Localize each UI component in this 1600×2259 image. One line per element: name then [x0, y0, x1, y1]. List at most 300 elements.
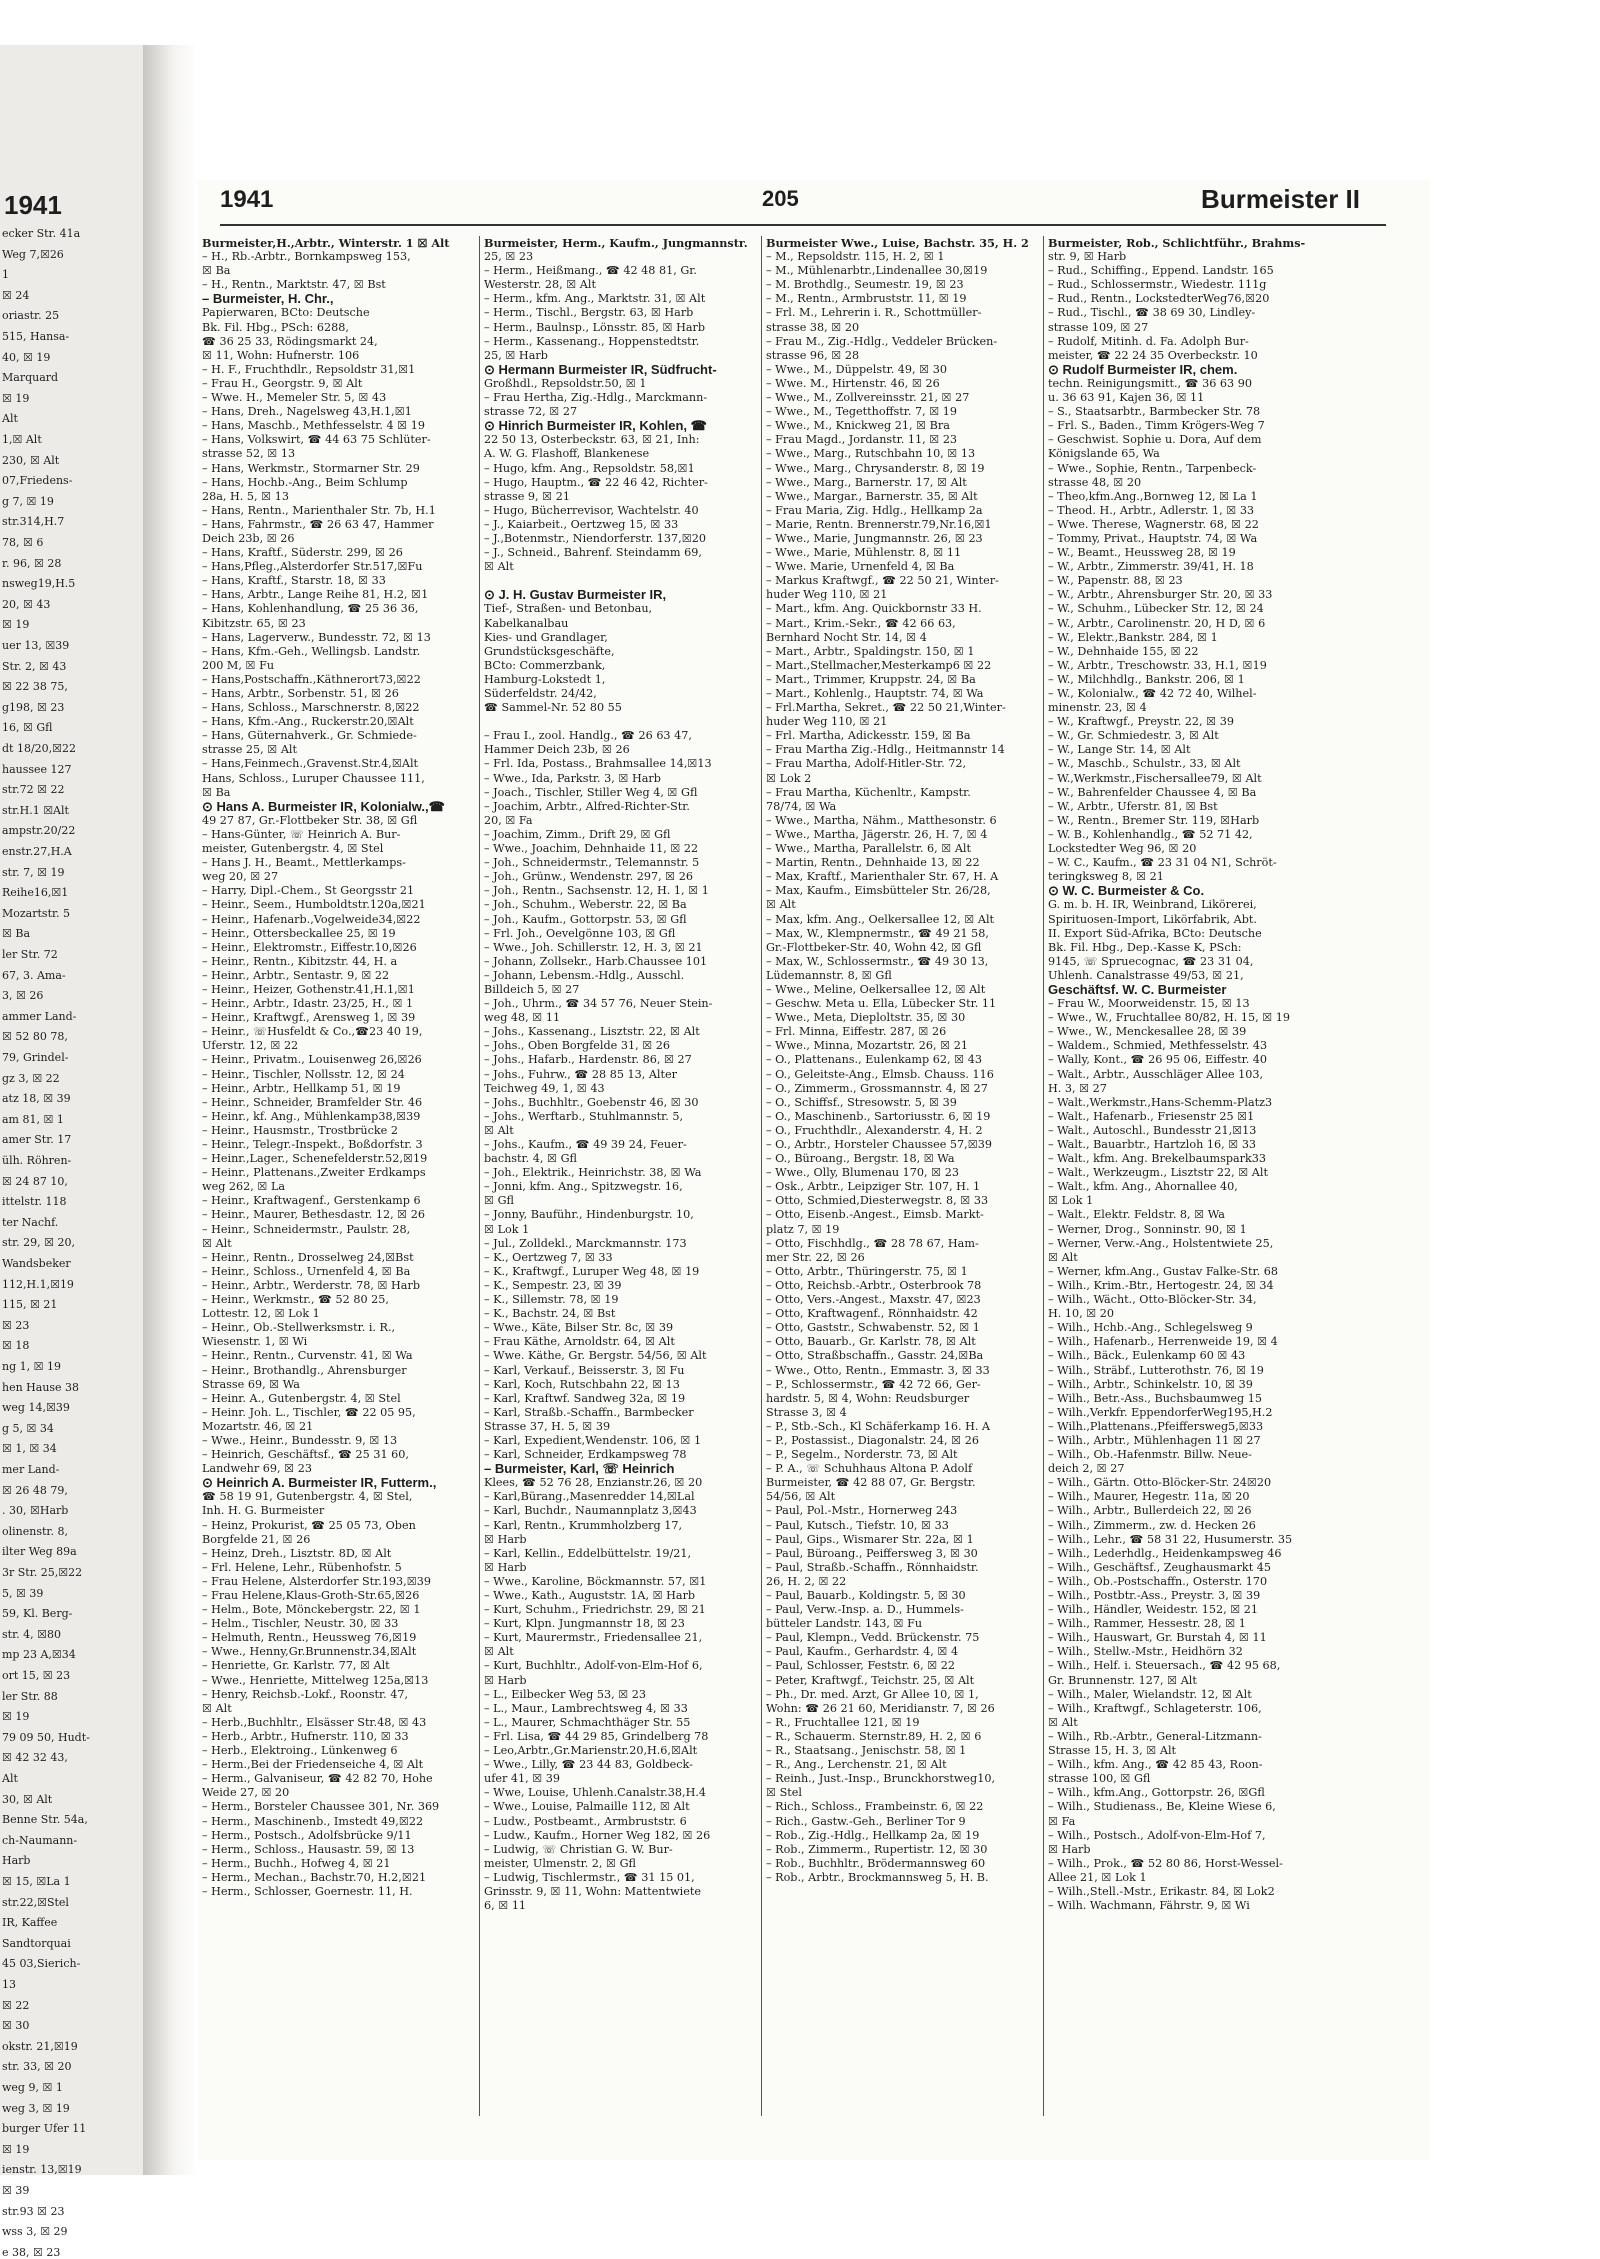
- directory-entry: – Hans J. H., Beamt., Mettlerkamps-: [202, 856, 406, 870]
- directory-entry: Allee 21, ☒ Lok 1: [1048, 1870, 1147, 1884]
- directory-entry: – Heinr., Ottersbeckallee 25, ☒ 19: [202, 926, 396, 940]
- directory-entry: – Geschw. Meta u. Ella, Lübecker Str. 11: [766, 997, 997, 1011]
- directory-entry: BCto: Commerzbank,: [484, 658, 606, 672]
- directory-entry: – Hans,Feinmech.,Gravenst.Str.4,☒Alt: [202, 757, 419, 771]
- previous-page-line: Sandtorquai: [2, 1936, 71, 1950]
- directory-entry: – Hans, Fahrmstr., ☎ 26 63 47, Hammer: [202, 517, 434, 531]
- directory-entry: – Heinr., Maurer, Bethesdastr. 12, ☒ 26: [202, 1208, 425, 1222]
- directory-entry: – W.,Werkmstr.,Fischersallee79, ☒ Alt: [1048, 771, 1262, 785]
- directory-entry: – Hugo, kfm. Ang., Repsoldstr. 58,☒1: [484, 461, 695, 475]
- previous-page-line: ☒ 26 48 79,: [2, 1483, 68, 1497]
- directory-entry: – Kurt, Schuhm., Friedrichstr. 29, ☒ 21: [484, 1603, 706, 1617]
- directory-entry: – Heinr., Tischler, Nollsstr. 12, ☒ 24: [202, 1067, 405, 1081]
- directory-entry: ☒ 11, Wohn: Hufnerstr. 106: [202, 348, 360, 362]
- directory-entry: – Wwe, Louise, Uhlenh.Canalstr.38,H.4: [484, 1786, 706, 1800]
- directory-entry: – Hans,Postschaffn.,Käthnerort73,☒22: [202, 672, 421, 686]
- directory-entry: strasse 109, ☒ 27: [1048, 320, 1149, 334]
- directory-entry: – Frl. Joh., Oevelgönne 103, ☒ Gfl: [484, 926, 676, 940]
- previous-page-line: ☒ 19: [2, 2142, 30, 2156]
- previous-page-line: ler Str. 72: [2, 948, 58, 961]
- directory-entry: – Joachim, Zimm., Drift 29, ☒ Gfl: [484, 827, 671, 841]
- directory-entry: – Frau Helene,Klaus-Groth-Str.65,☒26: [202, 1589, 420, 1602]
- directory-entry: – Wwe., Martha, Nähm., Matthesonstr. 6: [766, 813, 997, 827]
- directory-entry: – Hans, Arbtr., Lange Reihe 81, H.2, ☒1: [202, 588, 429, 602]
- directory-entry: – Wwe., Ida, Parkstr. 3, ☒ Harb: [484, 771, 661, 785]
- directory-entry: H. 3, ☒ 27: [1048, 1081, 1107, 1095]
- column-divider: [479, 236, 480, 2116]
- directory-entry: Strasse 15, H. 3, ☒ Alt: [1048, 1744, 1177, 1758]
- directory-entry: – Henriette, Gr. Karlstr. 77, ☒ Alt: [202, 1659, 390, 1673]
- directory-entry: – Wwe., Marg., Chrysanderstr. 8, ☒ 19: [766, 461, 985, 475]
- previous-page-line: 1: [2, 268, 9, 282]
- directory-entry: – Wwe., Margar., Barnerstr. 35, ☒ Alt: [766, 489, 978, 503]
- directory-entry: ☒ Alt: [484, 1645, 514, 1659]
- directory-entry: ☒ Harb: [484, 1560, 527, 1574]
- directory-entry: – Herm., Schloss., Hausastr. 59, ☒ 13: [202, 1842, 415, 1856]
- previous-page-line: hen Hause 38: [2, 1380, 80, 1394]
- directory-entry: – Wilh., Helf. i. Steuersach., ☎ 42 95 68,: [1048, 1659, 1281, 1673]
- directory-entry: bütteler Landstr. 143, ☒ Fu: [766, 1617, 923, 1631]
- directory-entry: – Wilh.,Stell.-Mstr., Erikastr. 84, ☒ Lok2: [1048, 1884, 1275, 1898]
- directory-entry: – Max, Kraftf., Marienthaler Str. 67, H. A: [766, 870, 999, 884]
- directory-entry: – Herm., Maschinenb., Imstedt 49,☒22: [202, 1814, 424, 1828]
- directory-entry: – Heinr., Rentn., Curvenstr. 41, ☒ Wa: [202, 1349, 413, 1363]
- column-4: [1048, 236, 1318, 2116]
- directory-entry: – W., Arbtr., Carolinenstr. 20, H D, ☒ 6: [1048, 616, 1266, 630]
- directory-entry: – Rich., Schloss., Frambeinstr. 6, ☒ 22: [766, 1800, 984, 1814]
- directory-entry: ☎ 36 25 33, Rödingsmarkt 24,: [202, 334, 378, 348]
- directory-entry: Gr. Brunnenstr. 127, ☒ Alt: [1048, 1673, 1197, 1687]
- directory-entry: – K., Sempestr. 23, ☒ 39: [484, 1278, 622, 1292]
- previous-page-line: weg 14,☒39: [2, 1401, 70, 1415]
- directory-entry: – Wwe., Minna, Mozartstr. 26, ☒ 21: [766, 1039, 968, 1053]
- previous-page-line: str.22,☒Stel: [2, 1895, 69, 1909]
- directory-entry: ⊙ Hans A. Burmeister IR, Kolonialw.,☎: [202, 798, 445, 814]
- directory-entry: – Joh., Schuhm., Weberstr. 22, ☒ Ba: [484, 898, 687, 912]
- directory-entry: strasse 25, ☒ Alt: [202, 743, 298, 757]
- directory-entry: Grinsstr. 9, ☒ 11, Wohn: Mattentwiete: [484, 1884, 701, 1898]
- directory-entry: – R., Staatsang., Jenischstr. 58, ☒ 1: [766, 1744, 967, 1758]
- directory-entry: – Heinr., Arbtr., Idastr. 23/25, H., ☒ 1: [202, 997, 414, 1011]
- directory-entry: – Hans-Günter, ☏ Heinrich A. Bur-: [202, 827, 401, 841]
- directory-entry: – Herm., Postsch., Adolfsbrücke 9/11: [202, 1828, 412, 1842]
- directory-entry: – Theo,kfm.Ang.,Bornweg 12, ☒ La 1: [1048, 489, 1258, 503]
- directory-entry: – Heinr., Rentn., Drosselweg 24,☒Bst: [202, 1250, 414, 1264]
- directory-entry: platz 7, ☒ 19: [766, 1222, 840, 1236]
- directory-entry: – Peter, Kraftwgf., Teichstr. 25, ☒ Alt: [766, 1673, 975, 1687]
- directory-entry: mer Str. 22, ☒ 26: [766, 1250, 865, 1264]
- directory-entry: – Heinr., Telegr.-Inspekt., Boßdorfstr. 3: [202, 1138, 423, 1151]
- directory-entry: Teichweg 49, 1, ☒ 43: [484, 1081, 605, 1095]
- directory-entry: Hans, Schloss., Luruper Chaussee 111,: [202, 771, 425, 785]
- previous-page-line: ☒ 1, ☒ 34: [2, 1442, 57, 1456]
- directory-entry: – Max, Kaufm., Eimsbütteler Str. 26/28,: [766, 884, 991, 898]
- running-head: Burmeister II: [1201, 184, 1360, 214]
- directory-entry: – Wwe., M., Knickweg 21, ☒ Bra: [766, 419, 950, 433]
- directory-entry: – Wwe., Joh. Schillerstr. 12, H. 3, ☒ 21: [484, 940, 703, 954]
- directory-entry: – Heinr., Arbtr., Hellkamp 51, ☒ 19: [202, 1081, 401, 1095]
- directory-entry: [484, 574, 754, 588]
- directory-entry: – Paul, Schlosser, Feststr. 6, ☒ 22: [766, 1659, 956, 1673]
- previous-page-line: ng 1, ☒ 19: [2, 1360, 61, 1373]
- directory-entry: – Herm., Borsteler Chaussee 301, Nr. 369: [202, 1800, 440, 1814]
- previous-page-line: Weg 7,☒26: [2, 247, 64, 261]
- directory-entry: ☎ 58 19 91, Gutenbergstr. 4, ☒ Stel,: [202, 1490, 413, 1504]
- directory-entry: – Hugo, Hauptm., ☎ 22 46 42, Richter-: [484, 475, 708, 489]
- directory-entry: – Joach., Tischler, Stiller Weg 4, ☒ Gfl: [484, 785, 698, 799]
- directory-entry: str. 9, ☒ Harb: [1048, 250, 1127, 264]
- directory-entry: ☒ Gfl: [484, 1194, 514, 1208]
- directory-entry: – Wilh., Postsch., Adolf-von-Elm-Hof 7,: [1048, 1828, 1266, 1842]
- directory-entry: – Walt.,Werkmstr.,Hans-Schemm-Platz3: [1048, 1095, 1273, 1109]
- directory-entry: – Herm., Tischl., Bergstr. 63, ☒ Harb: [484, 306, 694, 320]
- directory-entry: Süderfeldstr. 24/42,: [484, 687, 597, 700]
- directory-entry: – Herm., Kassenang., Hoppenstedtstr.: [484, 334, 700, 348]
- directory-entry: – Walt., Elektr. Feldstr. 8, ☒ Wa: [1048, 1208, 1225, 1222]
- directory-entry: – Karl, Koch, Rutschbahn 22, ☒ 13: [484, 1377, 680, 1391]
- directory-entry: – Heinr., Schneider, Bramfelder Str. 46: [202, 1095, 423, 1109]
- directory-entry: – Johann, Lebensm.-Hdlg., Ausschl.: [484, 968, 685, 982]
- previous-page-line: oriastr. 25: [2, 309, 60, 323]
- directory-entry: Westerstr. 28, ☒ Alt: [484, 278, 596, 292]
- directory-entry: – Rud., Tischl., ☎ 38 69 30, Lindley-: [1048, 306, 1256, 320]
- directory-entry: – Wwe., Meta, Dieploltstr. 35, ☒ 30: [766, 1011, 966, 1025]
- directory-entry: – Heinr., Kraftwagenf., Gerstenkamp 6: [202, 1194, 421, 1208]
- directory-entry: – W. C., Kaufm., ☎ 23 31 04 N1, Schröt-: [1048, 856, 1277, 870]
- directory-entry: – Heinr., Hausmstr., Trostbrücke 2: [202, 1123, 398, 1137]
- directory-entry: – Wilh., Postbtr.-Ass., Preystr. 3, ☒ 39: [1048, 1589, 1261, 1602]
- directory-entry: Uhlenh. Canalstrasse 49/53, ☒ 21,: [1048, 968, 1244, 982]
- previous-page-line: 45 03,Sierich-: [2, 1957, 81, 1971]
- directory-entry: – Wwe., Martha, Parallelstr. 6, ☒ Alt: [766, 842, 971, 856]
- directory-entry: – O., Schiffsf., Stresowstr. 5, ☒ 39: [766, 1095, 957, 1109]
- directory-entry: – Jonny, Bauführ., Hindenburgstr. 10,: [484, 1208, 694, 1222]
- previous-page-line: enstr.27,H.A: [2, 845, 72, 858]
- directory-entry: – Wwe., M., Tegetthoffstr. 7, ☒ 19: [766, 405, 958, 419]
- directory-entry: – Frau Käthe, Arnoldstr. 64, ☒ Alt: [484, 1335, 675, 1349]
- previous-page-line: ilter Weg 89a: [2, 1545, 77, 1559]
- directory-entry: – Wwe., Joachim, Dehnhaide 11, ☒ 22: [484, 842, 699, 856]
- directory-entry: Burmeister, Herm., Kaufm., Jungmannstr.: [484, 236, 748, 250]
- directory-entry: – Johann, Zollsekr., Harb.Chaussee 101: [484, 954, 708, 968]
- directory-entry: – Henry, Reichsb.-Lokf., Roonstr. 47,: [202, 1687, 409, 1701]
- previous-page-line: 30, ☒ Alt: [2, 1792, 53, 1806]
- previous-page-line: ch-Naumann-: [2, 1833, 78, 1847]
- directory-entry: huder Weg 110, ☒ 21: [766, 715, 888, 729]
- directory-entry: – Herm., Buchh., Hofweg 4, ☒ 21: [202, 1856, 391, 1870]
- directory-entry: – Paul, Büroang., Peiffersweg 3, ☒ 30: [766, 1546, 978, 1560]
- directory-entry: Weide 27, ☒ 20: [202, 1786, 290, 1800]
- directory-entry: – Geschwist. Sophie u. Dora, Auf dem: [1048, 433, 1262, 447]
- directory-entry: – Wwe. Marie, Urnenfeld 4, ☒ Ba: [766, 560, 955, 574]
- previous-page-line: ☒ 24: [2, 288, 30, 302]
- directory-entry: H. 10, ☒ 20: [1048, 1307, 1115, 1321]
- directory-entry: ☒ Harb: [484, 1673, 527, 1687]
- directory-entry: ☒ Alt: [1048, 1715, 1078, 1729]
- directory-entry: – Heinr. A., Gutenbergstr. 4, ☒ Stel: [202, 1391, 401, 1405]
- directory-entry: – Wilh., Arbtr., Schinkelstr. 10, ☒ 39: [1048, 1377, 1253, 1391]
- directory-entry: [484, 715, 754, 729]
- directory-entry: – L., Eilbecker Weg 53, ☒ 23: [484, 1687, 647, 1701]
- directory-entry: – J., Kaiarbeit., Oertzweg 15, ☒ 33: [484, 517, 679, 531]
- directory-entry: – Burmeister, Karl, ☏ Heinrich: [484, 1461, 675, 1477]
- directory-entry: – Herb.,Buchhltr., Elsässer Str.48, ☒ 43: [202, 1715, 427, 1729]
- directory-entry: – Hans, Werkmstr., Stormarner Str. 29: [202, 461, 420, 475]
- directory-entry: Kibitzstr. 65, ☒ 23: [202, 616, 306, 630]
- directory-entry: Burmeister,H.,Arbtr., Winterstr. 1 ☒ Alt: [202, 236, 450, 250]
- directory-entry: – Otto, Vers.-Angest., Maxstr. 47, ☒23: [766, 1293, 981, 1307]
- directory-entry: Spirituosen-Import, Likörfabrik, Abt.: [1048, 912, 1257, 926]
- directory-entry: – Wilh., Gärtn. Otto-Blöcker-Str. 24☒20: [1048, 1476, 1272, 1490]
- directory-entry: – Frl. M., Lehrerin i. R., Schottmüller-: [766, 306, 982, 320]
- directory-entry: – Heinz, Prokurist, ☎ 25 05 73, Oben: [202, 1518, 416, 1532]
- directory-entry: – W., Gr. Schmiedestr. 3, ☒ Alt: [1048, 729, 1219, 743]
- directory-entry: – Rob., Zimmerm., Rupertistr. 12, ☒ 30: [766, 1842, 988, 1856]
- previous-page-line: 230, ☒ Alt: [2, 453, 60, 467]
- directory-entry: – L., Maur., Lambrechtsweg 4, ☒ 33: [484, 1701, 688, 1715]
- directory-entry: G. m. b. H. IR, Weinbrand, Likörerei,: [1048, 898, 1257, 912]
- directory-entry: – Karl, Rentn., Krummholzberg 17,: [484, 1518, 683, 1532]
- directory-entry: ⊙ Hinrich Burmeister IR, Kohlen, ☎: [484, 418, 707, 434]
- directory-entry: – Wilh., Studienass., Be, Kleine Wiese 6,: [1048, 1800, 1276, 1814]
- page-header: [198, 180, 1430, 224]
- directory-entry: – Hans, Kfm.-Ang., Ruckerstr.20,☒Alt: [202, 715, 414, 729]
- previous-page-line: ☒ 18: [2, 1339, 30, 1353]
- directory-entry: – R., Schauerm. Sternstr.89, H. 2, ☒ 6: [766, 1729, 982, 1743]
- previous-page-line: 112,H.1,☒19: [2, 1277, 74, 1291]
- directory-entry: – Waldem., Schmied, Methfesselstr. 43: [1048, 1039, 1268, 1053]
- previous-page-line: ort 15, ☒ 23: [2, 1669, 71, 1682]
- directory-entry: – Jul., Zolldekl., Marckmannstr. 173: [484, 1236, 687, 1250]
- directory-entry: – Wally, Kont., ☎ 26 95 06, Eiffestr. 40: [1048, 1053, 1268, 1067]
- directory-entry: Lockstedter Weg 96, ☒ 20: [1048, 842, 1197, 856]
- directory-entry: 22 50 13, Osterbeckstr. 63, ☒ 21, Inh:: [484, 433, 700, 447]
- directory-entry: Bk. Fil. Hbg., Dep.-Kasse K, PSch:: [1048, 940, 1242, 954]
- directory-entry: – Wwe., Marie, Mühlenstr. 8, ☒ 11: [766, 546, 962, 560]
- directory-entry: 20, ☒ Fa: [484, 813, 533, 827]
- directory-entry: – Wilh., Lederhdlg., Heidenkampsweg 46: [1048, 1546, 1282, 1560]
- directory-entry: – P., Stb.-Sch., Kl Schäferkamp 16. H. A: [766, 1419, 991, 1433]
- directory-entry: – Wwe., M., Zollvereinsstr. 21, ☒ 27: [766, 391, 970, 405]
- directory-entry: – Wwe., Marie, Jungmannstr. 26, ☒ 23: [766, 531, 983, 545]
- directory-entry: meister, ☎ 22 24 35 Overbeckstr. 10: [1048, 348, 1258, 362]
- directory-entry: – Frl. Ida, Postass., Brahmsallee 14,☒13: [484, 757, 712, 771]
- previous-page-line: g 5, ☒ 34: [2, 1421, 54, 1435]
- directory-entry: – Mart., Arbtr., Spaldingstr. 150, ☒ 1: [766, 644, 975, 658]
- directory-entry: – Wwe. Therese, Wagnerstr. 68, ☒ 22: [1048, 517, 1259, 531]
- directory-entry: – H., Rentn., Marktstr. 47, ☒ Bst: [202, 278, 386, 292]
- previous-page-line: IR, Kaffee: [2, 1916, 58, 1930]
- directory-entry: – Frau I., zool. Handlg., ☎ 26 63 47,: [484, 729, 692, 743]
- directory-entry: ☒ Lok 1: [1048, 1194, 1094, 1208]
- directory-entry: – Hans, Arbtr., Sorbenstr. 51, ☒ 26: [202, 687, 399, 700]
- directory-entry: 25, ☒ 23: [484, 250, 534, 264]
- directory-entry: – Wilh. Wachmann, Fährstr. 9, ☒ Wi: [1048, 1899, 1250, 1913]
- directory-entry: 6, ☒ 11: [484, 1899, 527, 1913]
- previous-page-line: 40, ☒ 19: [2, 350, 51, 364]
- directory-entry: – Johs., Fuhrw., ☎ 28 85 13, Alter: [484, 1067, 677, 1081]
- previous-page-line: 67, 3. Ama-: [2, 968, 66, 982]
- directory-entry: – Ludw., Kaufm., Horner Weg 182, ☒ 26: [484, 1828, 711, 1842]
- directory-entry: – P., Schlossermstr., ☎ 42 72 66, Ger-: [766, 1377, 981, 1391]
- previous-page-line: 515, Hansa-: [2, 330, 70, 343]
- directory-entry: – Heinr., Ob.-Stellwerksmstr. i. R.,: [202, 1321, 396, 1335]
- directory-entry: Klees, ☎ 52 76 28, Enzianstr.26, ☒ 20: [484, 1476, 703, 1490]
- column-divider: [761, 236, 762, 2116]
- directory-entry: – Otto, Arbtr., Thüringerstr. 75, ☒ 1: [766, 1264, 968, 1278]
- directory-entry: – P., Segelm., Norderstr. 73, ☒ Alt: [766, 1448, 958, 1462]
- directory-entry: – Rob., Buchhltr., Brödermannsweg 60: [766, 1856, 986, 1870]
- directory-entry: – Walt., kfm. Ang., Ahornallee 40,: [1048, 1180, 1238, 1194]
- directory-entry: – Martin, Rentn., Dehnhaide 13, ☒ 22: [766, 856, 980, 870]
- directory-entry: – Wwe., W., Fruchtallee 80/82, H. 15, ☒ 19: [1048, 1011, 1291, 1025]
- directory-entry: hardstr. 5, ☒ 4, Wohn: Reudsburger: [766, 1391, 970, 1405]
- directory-entry: – Wilh., Krim.-Btr., Hertogestr. 24, ☒ 34: [1048, 1278, 1274, 1292]
- directory-entry: Billdeich 5, ☒ 27: [484, 982, 580, 996]
- previous-page-line: str. 33, ☒ 20: [2, 2060, 72, 2074]
- directory-entry: ☒ Alt: [766, 898, 796, 912]
- directory-entry: Inh. H. G. Burmeister: [202, 1504, 325, 1518]
- directory-entry: minenstr. 23, ☒ 4: [1048, 701, 1147, 715]
- directory-entry: – K., Oertzweg 7, ☒ 33: [484, 1250, 613, 1264]
- directory-entry: Bk. Fil. Hbg., PSch: 6288,: [202, 320, 349, 334]
- directory-entry: deich 2, ☒ 27: [1048, 1462, 1125, 1476]
- directory-entry: – W., Dehnhaide 155, ☒ 22: [1048, 644, 1199, 658]
- directory-entry: II. Export Süd-Afrika, BCto: Deutsche: [1048, 926, 1262, 940]
- directory-entry: – Otto, Fischhdlg., ☎ 28 78 67, Ham-: [766, 1236, 979, 1250]
- directory-entry: – Wwe., Karoline, Böckmannstr. 57, ☒1: [484, 1574, 707, 1588]
- previous-page-line: ☒ Ba: [2, 927, 30, 941]
- directory-entry: – Wwe. H., Memeler Str. 5, ☒ 43: [202, 391, 387, 405]
- directory-entry: Wiesenstr. 1, ☒ Wi: [202, 1335, 308, 1349]
- directory-entry: – Max, W., Klempnermstr., ☎ 49 21 58,: [766, 926, 989, 940]
- directory-entry: – O., Maschinenb., Sartoriusstr. 6, ☒ 19: [766, 1109, 991, 1123]
- directory-entry: ☒ Harb: [484, 1532, 527, 1546]
- directory-entry: ☒ Ba: [202, 264, 231, 278]
- directory-entry: – Rich., Gastw.-Geh., Berliner Tor 9: [766, 1814, 966, 1828]
- directory-entry: – Joh., Kaufm., Gottorpstr. 53, ☒ Gfl: [484, 912, 687, 926]
- previous-page-line: 3, ☒ 26: [2, 989, 44, 1003]
- directory-entry: – Heinr., ☏Husfeldt & Co.,☎23 40 19,: [202, 1025, 423, 1039]
- directory-entry: ☒ Fa: [1048, 1814, 1076, 1828]
- directory-entry: ⊙ W. C. Burmeister & Co.: [1048, 883, 1205, 899]
- directory-entry: – Hans, Kfm.-Geh., Wellingsb. Landstr.: [202, 644, 421, 658]
- directory-entry: – Hans, Kohlenhandlung, ☎ 25 36 36,: [202, 602, 419, 616]
- directory-entry: – Wilh., Ob.-Hafenmstr. Billw. Neue-: [1048, 1448, 1252, 1462]
- directory-entry: 49 27 87, Gr.-Flottbeker Str. 38, ☒ Gfl: [202, 813, 418, 827]
- directory-entry: – Hans, Hochb.-Ang., Beim Schlump: [202, 475, 408, 489]
- directory-entry: strasse 38, ☒ 20: [766, 320, 860, 334]
- previous-page-line: gz 3, ☒ 22: [2, 1071, 60, 1085]
- directory-entry: – Herm., Schlosser, Goernestr. 11, H.: [202, 1884, 413, 1898]
- directory-entry: – Karl, Expedient,Wendenstr. 106, ☒ 1: [484, 1433, 702, 1447]
- previous-page-line: burger Ufer 11: [2, 2122, 87, 2136]
- directory-entry: ☒ Alt: [202, 1701, 232, 1715]
- previous-page-line: 59, Kl. Berg-: [2, 1607, 73, 1621]
- previous-page-line: ☒ 22 38 75,: [2, 680, 68, 694]
- directory-entry: ⊙ Hermann Burmeister IR, Südfrucht-: [484, 361, 717, 377]
- directory-entry: – Karl, Schneider, Erdkampsweg 78: [484, 1448, 687, 1462]
- previous-page-line: str.72 ☒ 22: [2, 783, 65, 797]
- directory-entry: strasse 52, ☒ 13: [202, 447, 296, 461]
- previous-page-line: ☒ 24 87 10,: [2, 1174, 68, 1188]
- directory-entry: – Markus Kraftwgf., ☎ 22 50 21, Winter-: [766, 574, 999, 588]
- directory-entry: – Heinr., Rentn., Kibitzstr. 44, H. a: [202, 954, 398, 968]
- directory-entry: – W., Bahrenfelder Chaussee 4, ☒ Ba: [1048, 785, 1257, 799]
- directory-entry: – Rob., Zig.-Hdlg., Hellkamp 2a, ☒ 19: [766, 1828, 980, 1842]
- previous-page-line: 3r Str. 25,☒22: [2, 1566, 83, 1579]
- previous-page-line: wss 3, ☒ 29: [2, 2225, 68, 2239]
- directory-entry: – Wilh., Händler, Weidestr. 152, ☒ 21: [1048, 1603, 1259, 1617]
- directory-entry: – Karl, Kraftwf. Sandweg 32a, ☒ 19: [484, 1391, 686, 1405]
- previous-page-line: . 30, ☒Harb: [2, 1504, 69, 1518]
- directory-entry: – W., Kraftwgf., Preystr. 22, ☒ 39: [1048, 715, 1234, 729]
- previous-page-line: ülh. Röhren-: [2, 1154, 72, 1167]
- directory-entry: – Frau Maria, Zig. Hdlg., Hellkamp 2a: [766, 503, 983, 517]
- previous-page-line: atz 18, ☒ 39: [2, 1092, 71, 1106]
- directory-entry: – Wilh., Stellw.-Mstr., Heidhörn 32: [1048, 1645, 1243, 1659]
- directory-entry: – Walt., Werkzeugm., Lisztstr 22, ☒ Alt: [1048, 1166, 1268, 1180]
- directory-entry: – Helm., Tischler, Neustr. 30, ☒ 33: [202, 1617, 399, 1631]
- column-3: [766, 236, 1036, 2116]
- directory-entry: – Wilh.,Verkfr. EppendorferWeg195,H.2: [1048, 1405, 1273, 1419]
- previous-page-line: g 7, ☒ 19: [2, 494, 54, 508]
- previous-page-line: ienstr. 13,☒19: [2, 2163, 82, 2177]
- previous-page-line: r. 96, ☒ 28: [2, 556, 62, 570]
- directory-entry: – Heinr. Joh. L., Tischler, ☎ 22 05 95,: [202, 1405, 416, 1419]
- directory-entry: ☒ Alt: [484, 560, 514, 574]
- directory-entry: – Johs., Kaufm., ☎ 49 39 24, Feuer-: [484, 1138, 687, 1151]
- previous-page-line: 13: [2, 1978, 16, 1991]
- directory-entry: – W., Arbtr., Zimmerstr. 39/41, H. 18: [1048, 560, 1254, 574]
- directory-entry: ☒ Alt: [484, 1123, 514, 1137]
- column-1: [202, 236, 472, 2116]
- directory-entry: – Max, W., Schlossermstr., ☎ 49 30 13,: [766, 954, 989, 968]
- directory-entry: – Ludw., Postbeamt., Armbruststr. 6: [484, 1814, 687, 1828]
- previous-page-line: 79, Grindel-: [2, 1051, 69, 1064]
- directory-entry: – Johs., Oben Borgfelde 31, ☒ 26: [484, 1039, 671, 1053]
- previous-page-line: g198, ☒ 23: [2, 700, 65, 714]
- directory-entry: – Herm., Baulnsp., Lönsstr. 85, ☒ Harb: [484, 320, 706, 334]
- directory-entry: strasse 100, ☒ Gfl: [1048, 1772, 1151, 1786]
- column-divider: [1043, 236, 1044, 2116]
- directory-entry: – Otto, Gaststr., Schwabenstr. 52, ☒ 1: [766, 1321, 980, 1335]
- directory-entry: – Johs., Werftarb., Stuhlmannstr. 5,: [484, 1109, 684, 1123]
- directory-entry: – Paul, Bauarb., Koldingstr. 5, ☒ 30: [766, 1589, 966, 1602]
- directory-entry: ⊙ Heinrich A. Burmeister IR, Futterm.,: [202, 1475, 437, 1491]
- previous-page-line: amer Str. 17: [2, 1133, 72, 1147]
- directory-entry: – Paul, Gips., Wismarer Str. 22a, ☒ 1: [766, 1532, 974, 1546]
- directory-entry: strasse 9, ☒ 21: [484, 489, 570, 503]
- directory-entry: Strasse 3, ☒ 4: [766, 1405, 847, 1419]
- directory-entry: – Karl, Buchdr., Naumannplatz 3,☒43: [484, 1504, 697, 1518]
- directory-entry: – Wwe., W., Menckesallee 28, ☒ 39: [1048, 1025, 1247, 1039]
- directory-entry: ☒ Alt: [1048, 1250, 1078, 1264]
- directory-entry: – Frl. Minna, Eiffestr. 287, ☒ 26: [766, 1025, 947, 1039]
- directory-entry: – P. A., ☏ Schuhhaus Altona P. Adolf: [766, 1462, 973, 1476]
- directory-entry: – Wilh., kfm. Ang., ☎ 42 85 43, Roon-: [1048, 1758, 1263, 1772]
- directory-entry: – Mart., Kohlenlg., Hauptstr. 74, ☒ Wa: [766, 687, 984, 700]
- previous-page-line: str. 7, ☒ 19: [2, 865, 65, 879]
- directory-entry: – Jonni, kfm. Ang., Spitzwegstr. 16,: [484, 1180, 683, 1194]
- directory-entry: – Wwe., Heinr., Bundesstr. 9, ☒ 13: [202, 1433, 398, 1447]
- previous-page-line: 5, ☒ 39: [2, 1586, 44, 1600]
- directory-entry: – Heinr., kf. Ang., Mühlenkamp38,☒39: [202, 1109, 421, 1123]
- directory-entry: – Otto, Kraftwagenf., Rönnhaidstr. 42: [766, 1307, 978, 1321]
- directory-entry: – Walt., Hafenarb., Friesenstr 25 ☒1: [1048, 1109, 1255, 1123]
- directory-page: [198, 180, 1430, 2160]
- directory-entry: ☎ Sammel-Nr. 52 80 55: [484, 701, 622, 715]
